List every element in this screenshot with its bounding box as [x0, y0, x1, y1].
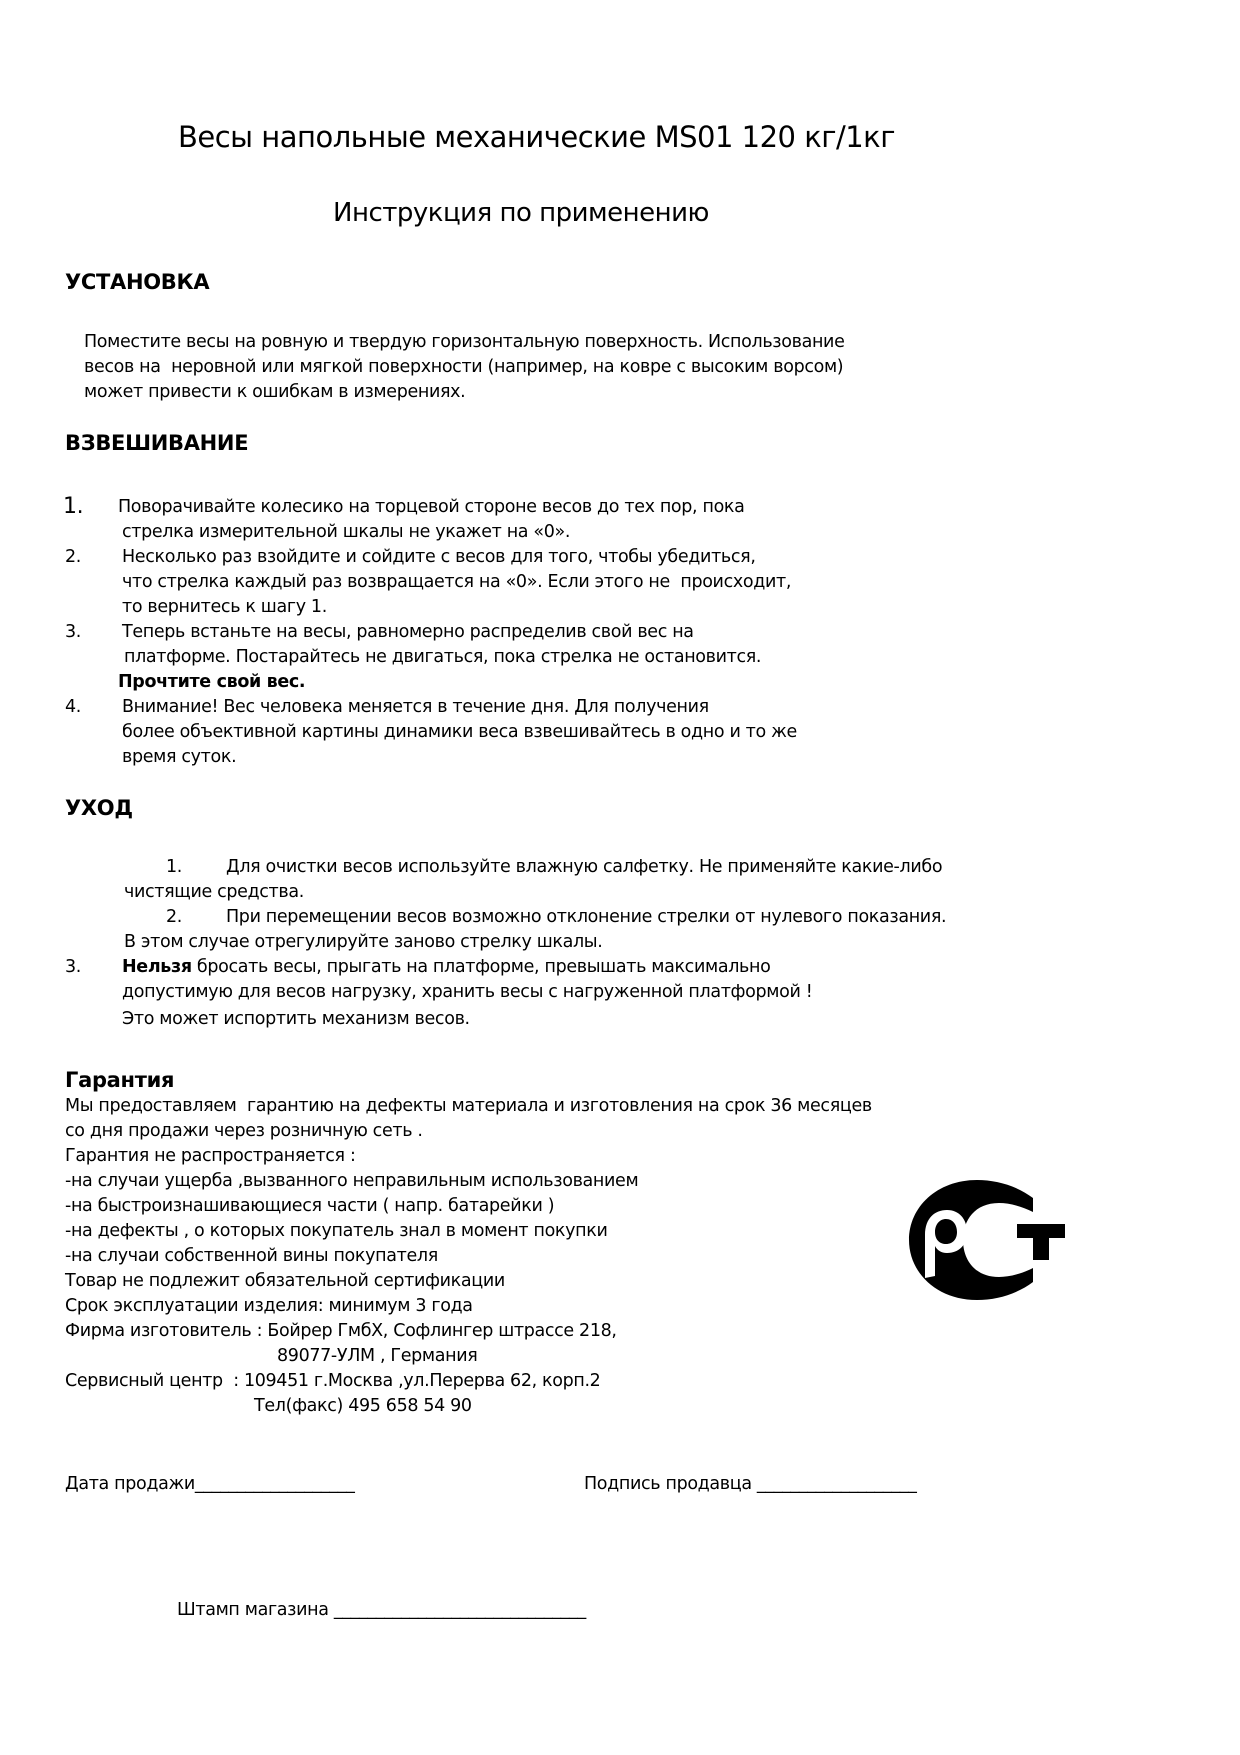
weighing-item-line: Теперь встаньте на весы, равномерно распределив свой вес на	[122, 622, 694, 642]
manufacturer-city: 89077-УЛМ , Германия	[277, 1346, 478, 1366]
care-item-number: 2.	[166, 907, 182, 927]
seller-signature-field: Подпись продавца ___________________	[584, 1474, 917, 1494]
weighing-item-bold-line: Прочтите свой вес.	[118, 672, 306, 692]
warranty-line: -на дефекты , о которых покупатель знал в момент покупки	[65, 1221, 608, 1241]
document-title: Весы напольные механические MS01 120 кг/1кг	[178, 120, 895, 154]
warranty-heading: Гарантия	[65, 1068, 175, 1092]
warranty-line: -на случаи собственной вины покупателя	[65, 1246, 438, 1266]
care-item-number: 1.	[166, 857, 182, 877]
installation-heading: УСТАНОВКА	[65, 270, 210, 294]
weighing-item-number: 2.	[65, 547, 81, 567]
warranty-line: Гарантия не распространяется :	[65, 1146, 356, 1166]
weighing-item-line: Поворачивайте колесико на торцевой стороне весов до тех пор, пока	[118, 497, 745, 517]
warranty-line: Срок эксплуатации изделия: минимум 3 года	[65, 1296, 473, 1316]
weighing-item-line: Внимание! Вес человека меняется в течение дня. Для получения	[122, 697, 709, 717]
care-item-line: чистящие средства.	[124, 882, 304, 902]
weighing-item-number: 3.	[65, 622, 81, 642]
care-item-line: Это может испортить механизм весов.	[122, 1009, 470, 1029]
warranty-line: Мы предоставляем гарантию на дефекты материала и изготовления на срок 36 месяцев	[65, 1096, 872, 1116]
installation-line: Поместите весы на ровную и твердую горизонтальную поверхность. Использование	[84, 332, 845, 352]
weighing-item-line: то вернитесь к шагу 1.	[122, 597, 327, 617]
warranty-line: -на случаи ущерба ,вызванного неправильным использованием	[65, 1171, 639, 1191]
care-heading: УХОД	[65, 796, 133, 820]
weighing-item-line: Несколько раз взойдите и сойдите с весов для того, чтобы убедиться,	[122, 547, 756, 567]
warranty-line: Фирма изготовитель : Бойрер ГмбХ, Софлингер штрассе 218,	[65, 1321, 617, 1341]
store-stamp-field: Штамп магазина ______________________________	[177, 1600, 586, 1620]
warranty-line: со дня продажи через розничную сеть .	[65, 1121, 423, 1141]
care-item-line	[122, 955, 770, 980]
weighing-item-line: платформе. Постарайтесь не двигаться, пока стрелка не остановится.	[124, 647, 762, 667]
care-item-text: бросать весы, прыгать на платформе, превышать максимально	[191, 957, 771, 977]
weighing-heading: ВЗВЕШИВАНИЕ	[65, 431, 249, 455]
care-item-line: Для очистки весов используйте влажную салфетку. Не применяйте какие-либо	[226, 857, 943, 877]
care-warning-word: Нельзя	[122, 957, 192, 977]
service-center: Сервисный центр : 109451 г.Москва ,ул.Перерва 62, корп.2	[65, 1371, 601, 1391]
weighing-item-line: более объективной картины динамики веса взвешивайтесь в одно и то же	[122, 722, 797, 742]
rst-certification-mark-icon	[905, 1180, 1070, 1300]
service-phone: Тел(факс) 495 658 54 90	[254, 1396, 472, 1416]
installation-line: весов на неровной или мягкой поверхности (например, на ковре с высоким ворсом)	[84, 357, 844, 377]
warranty-line: Товар не подлежит обязательной сертификации	[65, 1271, 505, 1291]
weighing-item-line: стрелка измерительной шкалы не укажет на «0».	[122, 522, 571, 542]
sale-date-field: Дата продажи___________________	[65, 1474, 355, 1494]
care-item-line: допустимую для весов нагрузку, хранить весы с нагруженной платформой !	[122, 982, 813, 1002]
installation-line: может привести к ошибкам в измерениях.	[84, 382, 466, 402]
care-item-line: При перемещении весов возможно отклонение стрелки от нулевого показания.	[226, 907, 947, 927]
warranty-line: -на быстроизнашивающиеся части ( напр. батарейки )	[65, 1196, 555, 1216]
care-item-number: 3.	[65, 957, 81, 977]
care-item-line: В этом случае отрегулируйте заново стрелку шкалы.	[124, 932, 603, 952]
weighing-item-number: 1.	[63, 494, 84, 519]
weighing-item-line: что стрелка каждый раз возвращается на «0». Если этого не происходит,	[122, 572, 792, 592]
weighing-item-line: время суток.	[122, 747, 237, 767]
weighing-item-number: 4.	[65, 697, 81, 717]
document-subtitle: Инструкция по применению	[333, 198, 709, 228]
